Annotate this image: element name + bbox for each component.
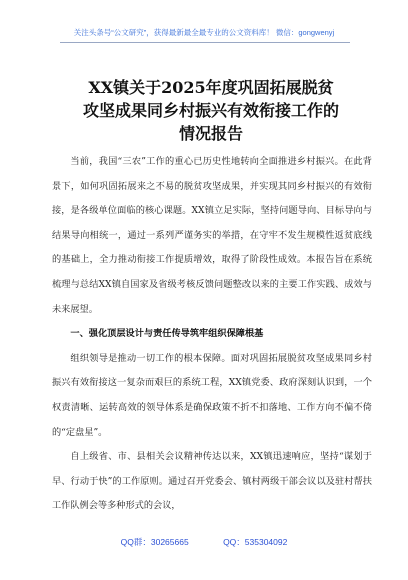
header-divider <box>60 42 350 43</box>
document-body <box>52 150 372 519</box>
footer-qq-group: QQ群：30265665 <box>120 537 189 547</box>
section1-paragraph-2: 自上级省、市、县相关会议精神传达以来，XX镇迅速响应，坚持“谋划于早、行动于快”的工作原则。通过召开党委会、镇村两级干部会议以及驻村帮扶工作队例会等多种形式的会议， <box>52 451 372 512</box>
title-line-2: 攻坚成果同乡村振兴有效衔接工作的 <box>82 101 339 120</box>
header-banner: 关注头条号“公文研究”，获得最新最全最专业的公文资料库！ 微信：gongwenyj <box>73 28 335 37</box>
footer-qq: QQ：535304092 <box>223 537 288 547</box>
footer-contact <box>0 536 408 548</box>
title-line-3: 情况报告 <box>178 124 243 143</box>
document-title <box>66 76 356 145</box>
title-line-1: XX镇关于2025年度巩固拓展脱贫 <box>88 78 334 97</box>
section-heading-1: 一、强化顶层设计与责任传导筑牢组织保障根基 <box>70 328 264 340</box>
section1-paragraph-1: 组织领导是推动一切工作的根本保障。面对巩固拓展脱贫攻坚成果同乡村振兴有效衔接这一复杂而艰巨的系统工程，XX镇党委、政府深刻认识到，一个权责清晰、运转高效的领导体系是确保政策不折不扣落地、工作方向不偏不倚的“定盘星”。 <box>52 352 372 438</box>
intro-paragraph: 当前，我国“三农”工作的重心已历史性地转向全面推进乡村振兴。在此背景下，如何巩固拓展来之不易的脱贫攻坚成果，并实现其同乡村振兴的有效衔接，是各级单位面临的核心课题。XX镇立足实际，坚持问题导向、目标导向与结果导向相统一，通过一系列严谨务实的举措，在守牢不发生规模性返贫底线的基础上，全力推动衔接工作提质增效，取得了阶段性成效。本报告旨在系统梳理与总结XX镇自国家及省级考核反馈问题整改以来的主要工作实践、成效与未来展望。 <box>52 156 372 315</box>
